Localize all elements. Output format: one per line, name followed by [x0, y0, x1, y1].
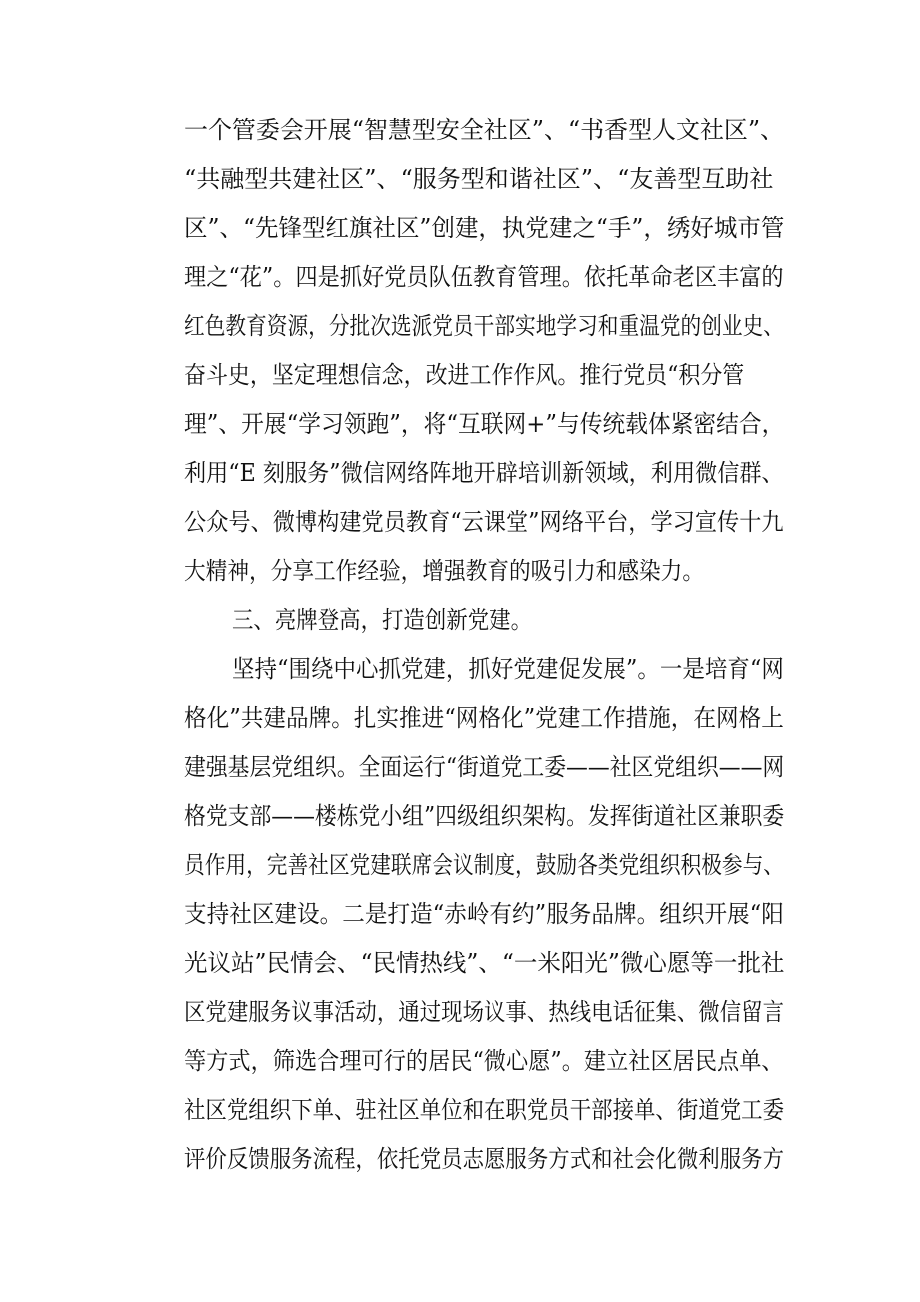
text-line: 坚持“围绕中心抓党建，抓好党建促发展”。一是培育“网 [232, 655, 784, 683]
text-line: 光议站”民情会、“民情热线”、“一米阳光”微心愿等一批社 [184, 949, 785, 977]
text-line: 等方式，筛选合理可行的居民“微心愿”。建立社区居民点单、 [184, 1047, 784, 1075]
text-line: 一个管委会开展“智慧型安全社区”、“书香型人文社区”、 [184, 116, 785, 144]
text-line: “共融型共建社区”、“服务型和谐社区”、“友善型互助社 [184, 165, 774, 193]
text-line: 红色教育资源，分批次选派党员干部实地学习和重温党的创业史、 [184, 312, 784, 340]
text-line: 区党建服务议事活动，通过现场议事、热线电话征集、微信留言 [184, 998, 784, 1026]
section-heading: 三、亮牌登高，打造创新党建。 [232, 606, 532, 634]
text-line: 评价反馈服务流程，依托党员志愿服务方式和社会化微利服务方 [184, 1145, 784, 1173]
text-line: 理之“花”。四是抓好党员队伍教育管理。依托革命老区丰富的 [184, 263, 784, 291]
text-line: 理”、开展“学习领跑”，将“互联网+”与传统载体紧密结合， [184, 410, 785, 438]
text-line: 奋斗史，坚定理想信念，改进工作作风。推行党员“积分管 [184, 361, 745, 389]
text-line: 区”、“先锋型红旗社区”创建，执党建之“手”，绣好城市管 [184, 214, 785, 242]
text-line: 格化”共建品牌。扎实推进“网格化”党建工作措施，在网格上 [184, 704, 784, 732]
text-line: 支持社区建设。二是打造“赤岭有约”服务品牌。组织开展“阳 [184, 900, 784, 928]
text-line: 建强基层党组织。全面运行“街道党工委——社区党组织——网 [184, 753, 785, 781]
text-line: 员作用，完善社区党建联席会议制度，鼓励各类党组织积极参与、 [184, 851, 784, 879]
text-line: 社区党组织下单、驻社区单位和在职党员干部接单、街道党工委 [184, 1096, 784, 1124]
text-line: 利用“E 刻服务”微信网络阵地开辟培训新领域，利用微信群、 [184, 459, 784, 487]
text-line: 格党支部——楼栋党小组”四级组织架构。发挥街道社区兼职委 [184, 802, 785, 830]
text-line: 大精神，分享工作经验，增强教育的吸引力和感染力。 [184, 557, 704, 585]
text-line: 公众号、微博构建党员教育“云课堂”网络平台，学习宣传十九 [184, 508, 784, 536]
